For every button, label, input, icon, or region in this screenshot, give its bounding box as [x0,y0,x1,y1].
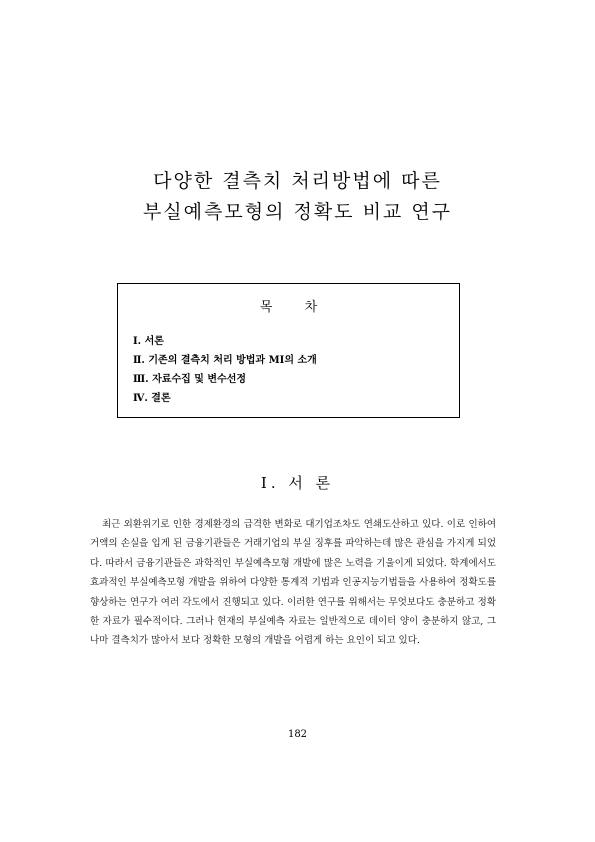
toc-list [133,332,317,408]
body-paragraph: 최근 외환위기로 인한 경제환경의 급격한 변화로 대기업조차도 연쇄도산하고 있다. 이로 인하여 거액의 손실을 입게 된 금융기관들은 거래기업의 부실 징후를 파악하는데 많은 관심을 가지게 되었다. 따라서 금융기관들은 과학적인 부실예측모형 개발에 많은 노력을 기울이게 되었다. 학계에서도 효과적인 부실예측모형 개발을 위하여 다양한 통계적 기법과 인공지능기법들을 사용하여 정확도를 향상하는 연구가 여러 각도에서 진행되고 있다. 이러한 연구를 위해서는 무엇보다도 충분하고 정확한 자료가 필수적이다. 그러나 현재의 부실예측 자료는 일반적으로 데이터 양이 충분하지 않고, 그나마 결측치가 많아서 보다 정확한 모형의 개발을 어렵게 하는 요인이 되고 있다. [90,519,496,647]
table-of-contents [117,283,460,418]
toc-item-conclusion: Ⅳ. 결론 [133,393,171,404]
page-number: 182 [287,729,308,740]
paper-title-line-1: 다양한 결측치 처리방법에 따른 [153,170,442,192]
toc-heading: 목 차 [259,300,332,315]
section-heading: Ⅰ. 서 론 [260,474,335,492]
toc-item-introduction: Ⅰ. 서론 [133,336,164,347]
toc-item-data: Ⅲ. 자료수집 및 변수선정 [133,374,247,385]
toc-item-methods: Ⅱ. 기존의 결측치 처리 방법과 MI의 소개 [133,355,317,366]
paper-title-line-2: 부실예측모형의 정확도 비교 연구 [142,201,453,223]
